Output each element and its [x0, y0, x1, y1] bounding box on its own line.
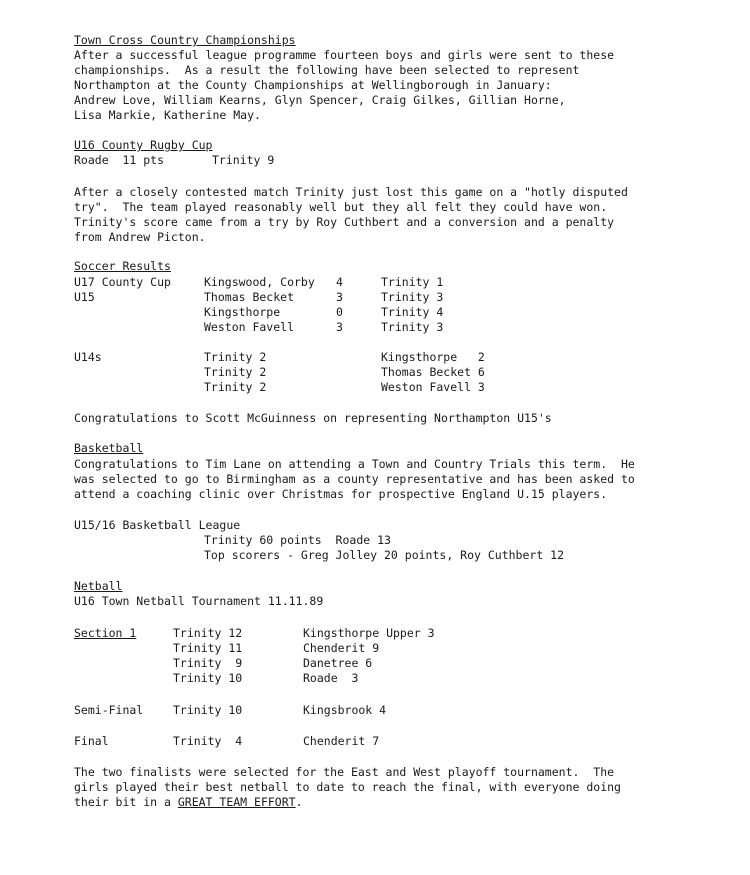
basketball-league-result: Trinity 60 points Roade 13: [204, 533, 391, 547]
section-heading-basketball: Basketball: [74, 441, 144, 455]
paragraph-line: [74, 795, 303, 810]
paragraph-line: was selected to go to Birmingham as a county representative and has been asked to: [74, 472, 635, 486]
soccer-team-b: Trinity 4: [381, 305, 444, 319]
paragraph-line: attend a coaching clinic over Christmas for prospective England U.15 players.: [74, 487, 608, 501]
netball-row-left: Trinity 12: [173, 626, 243, 640]
soccer-team-b: Trinity 3: [381, 290, 444, 304]
great-team-effort-emphasis: GREAT TEAM EFFORT: [177, 795, 296, 809]
soccer-team-a: Thomas Becket: [204, 290, 295, 304]
rugby-score-right: Trinity 9: [212, 153, 275, 167]
netball-subheading: U16 Town Netball Tournament 11.11.89: [74, 594, 324, 608]
closing-text-pre: their bit in a: [74, 795, 178, 809]
basketball-league-title: U15/16 Basketball League: [74, 518, 241, 532]
soccer-u14-right: Kingsthorpe 2: [381, 350, 485, 364]
soccer-team-a: Weston Favell: [204, 320, 295, 334]
paragraph-line: Andrew Love, William Kearns, Glyn Spencer, Craig Gilkes, Gillian Horne,: [74, 93, 566, 107]
section-heading-cross-country: Town Cross Country Championships: [74, 33, 296, 47]
paragraph-line: try". The team played reasonably well but they all felt they could have won.: [74, 200, 608, 214]
section-heading-netball: Netball: [74, 579, 123, 593]
netball-semi-left: Trinity 10: [173, 703, 243, 717]
paragraph-line: Congratulations to Tim Lane on attending a Town and Country Trials this term. He: [74, 457, 635, 471]
soccer-row-label: U17 County Cup: [74, 275, 171, 289]
soccer-u14-left: Trinity 2: [204, 350, 267, 364]
netball-row-right: Kingsthorpe Upper 3: [303, 626, 435, 640]
netball-section-label: Section 1: [74, 626, 137, 640]
closing-text-post: .: [295, 795, 303, 809]
soccer-u14-right: Thomas Becket 6: [381, 365, 485, 379]
soccer-congrats: Congratulations to Scott McGuinness on representing Northampton U15's: [74, 411, 552, 425]
netball-row-right: Chenderit 9: [303, 641, 380, 655]
paragraph-line: Lisa Markie, Katherine May.: [74, 108, 261, 122]
paragraph-line: girls played their best netball to date to reach the final, with everyone doing: [74, 780, 621, 794]
netball-row-left: Trinity 11: [173, 641, 243, 655]
netball-final-label: Final: [74, 734, 109, 748]
soccer-score-a: 3: [336, 320, 343, 334]
basketball-league-scorers: Top scorers - Greg Jolley 20 points, Roy Cuthbert 12: [204, 548, 565, 562]
soccer-score-a: 4: [336, 275, 343, 289]
netball-row-right: Danetree 6: [303, 656, 373, 670]
soccer-score-a: 3: [336, 290, 343, 304]
soccer-row-label: U15: [74, 290, 95, 304]
paragraph-line: Trinity's score came from a try by Roy Cuthbert and a conversion and a penalty: [74, 215, 615, 229]
section-heading-rugby: U16 County Rugby Cup: [74, 138, 213, 152]
soccer-u14-right: Weston Favell 3: [381, 380, 485, 394]
soccer-team-b: Trinity 3: [381, 320, 444, 334]
netball-row-right: Roade 3: [303, 671, 359, 685]
netball-final-right: Chenderit 7: [303, 734, 380, 748]
section-heading-soccer: Soccer Results: [74, 259, 171, 273]
soccer-u14-left: Trinity 2: [204, 380, 267, 394]
paragraph-line: championships. As a result the following have been selected to represent: [74, 63, 580, 77]
soccer-team-b: Trinity 1: [381, 275, 444, 289]
paragraph-line: After a closely contested match Trinity just lost this game on a "hotly disputed: [74, 185, 628, 199]
soccer-score-a: 0: [336, 305, 343, 319]
soccer-team-a: Kingsthorpe: [204, 305, 281, 319]
soccer-u14-left: Trinity 2: [204, 365, 267, 379]
rugby-score-left: Roade 11 pts: [74, 153, 165, 167]
soccer-team-a: Kingswood, Corby: [204, 275, 315, 289]
soccer-u14-label: U14s: [74, 350, 102, 364]
paragraph-line: from Andrew Picton.: [74, 230, 206, 244]
paragraph-line: The two finalists were selected for the East and West playoff tournament. The: [74, 765, 615, 779]
netball-row-left: Trinity 10: [173, 671, 243, 685]
paragraph-line: Northampton at the County Championships at Wellingborough in January:: [74, 78, 552, 92]
netball-row-left: Trinity 9: [173, 656, 243, 670]
netball-final-left: Trinity 4: [173, 734, 243, 748]
netball-semi-label: Semi-Final: [74, 703, 144, 717]
paragraph-line: After a successful league programme fourteen boys and girls were sent to these: [74, 48, 615, 62]
netball-semi-right: Kingsbrook 4: [303, 703, 387, 717]
